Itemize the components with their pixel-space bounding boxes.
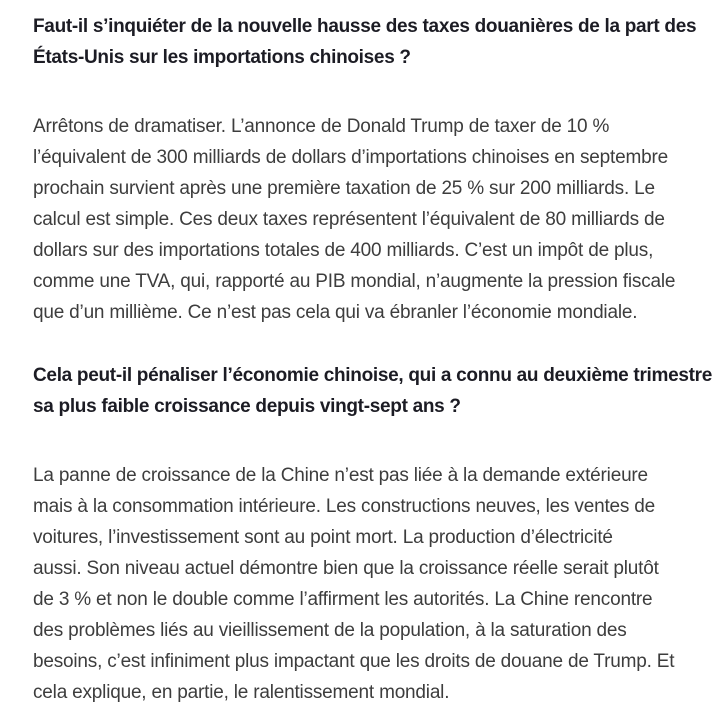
answer-line: besoins, c’est infiniment plus impactant que les droits de douane de Trump. Et (33, 651, 675, 672)
answer-line: calcul est simple. Ces deux taxes représentent l’équivalent de 80 milliards de (33, 209, 665, 230)
answer-line: dollars sur des importations totales de 400 milliards. C’est un impôt de plus, (33, 240, 654, 261)
answer-line: l’équivalent de 300 milliards de dollars d’importations chinoises en septembre (33, 147, 668, 168)
answer-line: de 3 % et non le double comme l’affirment les autorités. La Chine rencontre (33, 589, 653, 610)
answer-line: des problèmes liés au vieillissement de la population, à la saturation des (33, 620, 627, 641)
answer-line: La panne de croissance de la Chine n’est pas liée à la demande extérieure (33, 465, 648, 486)
answer-line: prochain survient après une première taxation de 25 % sur 200 milliards. Le (33, 178, 655, 199)
answer-line: cela explique, en partie, le ralentissement mondial. (33, 682, 450, 703)
interview-question-1 (33, 11, 706, 73)
answer-line: Arrêtons de dramatiser. L’annonce de Donald Trump de taxer de 10 % (33, 116, 610, 137)
question-line: États-Unis sur les importations chinoises ? (33, 47, 411, 68)
interview-answer-1 (33, 111, 706, 328)
question-line: Faut-il s’inquiéter de la nouvelle hausse des taxes douanières de la part des (33, 16, 697, 37)
answer-line: mais à la consommation intérieure. Les constructions neuves, les ventes de (33, 496, 656, 517)
answer-line: que d’un millième. Ce n’est pas cela qui va ébranler l’économie mondiale. (33, 302, 638, 323)
answer-line: aussi. Son niveau actuel démontre bien que la croissance réelle serait plutôt (33, 558, 659, 579)
interview-answer-2 (33, 460, 706, 708)
answer-line: comme une TVA, qui, rapporté au PIB mondial, n’augmente la pression fiscale (33, 271, 676, 292)
answer-line: voitures, l’investissement sont au point mort. La production d’électricité (33, 527, 613, 548)
question-line: Cela peut-il pénaliser l’économie chinoise, qui a connu au deuxième trimestre (33, 365, 713, 386)
question-line: sa plus faible croissance depuis vingt-sept ans ? (33, 396, 461, 417)
interview-question-2 (33, 360, 713, 422)
